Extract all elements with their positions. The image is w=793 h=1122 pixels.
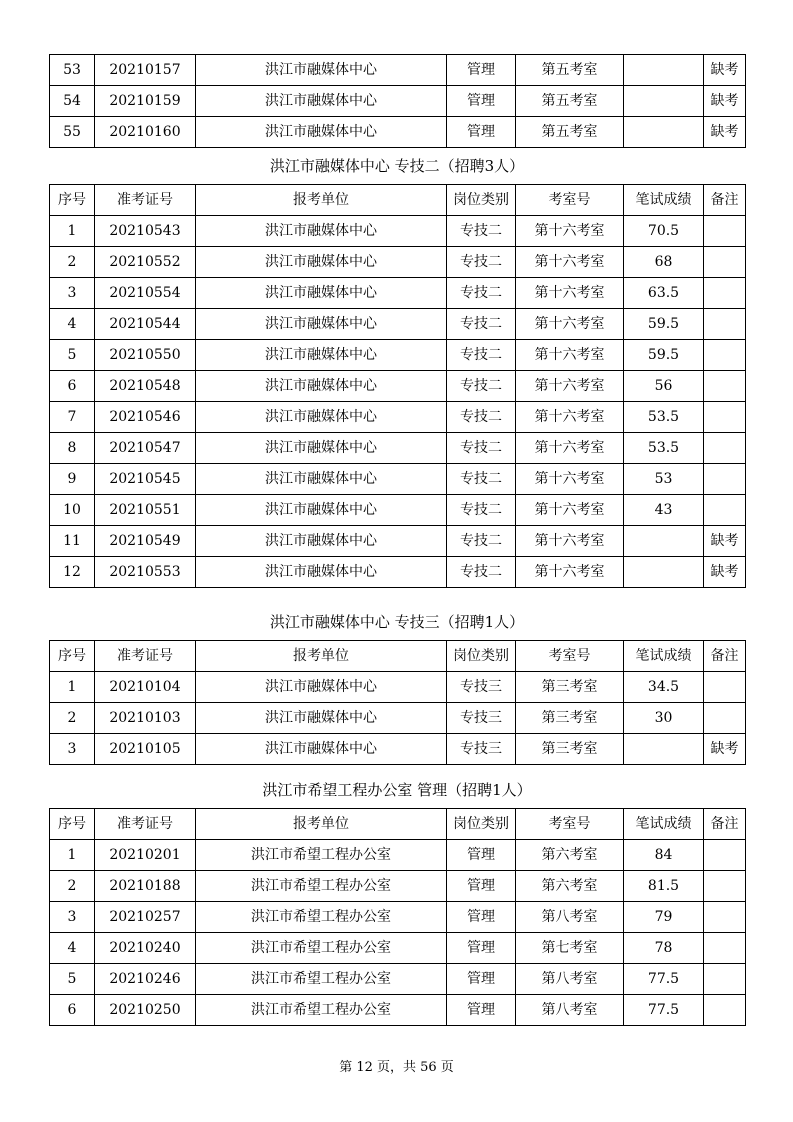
table-row [50, 371, 746, 402]
table-row [50, 526, 746, 557]
unit-cell: 洪江市融媒体中心 [196, 672, 447, 703]
table-row [50, 964, 746, 995]
header-remark: 备注 [704, 641, 746, 672]
exam-score-table [49, 808, 746, 1026]
room-cell: 第十六考室 [516, 278, 624, 309]
remark-cell: 缺考 [704, 86, 746, 117]
header-unit: 报考单位 [196, 809, 447, 840]
remark-cell [704, 340, 746, 371]
score-cell: 77.5 [624, 995, 704, 1026]
unit-cell: 洪江市融媒体中心 [196, 247, 447, 278]
ticket-number-cell: 20210104 [95, 672, 196, 703]
seq-cell: 11 [50, 526, 95, 557]
table-row [50, 495, 746, 526]
table-row [50, 117, 746, 148]
ticket-number-cell: 20210159 [95, 86, 196, 117]
table-row [50, 933, 746, 964]
ticket-number-cell: 20210554 [95, 278, 196, 309]
position-cell: 专技二 [447, 526, 516, 557]
unit-cell: 洪江市融媒体中心 [196, 216, 447, 247]
room-cell: 第十六考室 [516, 340, 624, 371]
table-row [50, 216, 746, 247]
seq-cell: 7 [50, 402, 95, 433]
remark-cell [704, 871, 746, 902]
room-cell: 第八考室 [516, 964, 624, 995]
ticket-number-cell: 20210547 [95, 433, 196, 464]
score-cell: 53.5 [624, 402, 704, 433]
remark-cell [704, 995, 746, 1026]
position-cell: 专技二 [447, 340, 516, 371]
remark-cell [704, 902, 746, 933]
table-row [50, 309, 746, 340]
position-cell: 专技二 [447, 464, 516, 495]
room-cell: 第十六考室 [516, 402, 624, 433]
ticket-number-cell: 20210543 [95, 216, 196, 247]
table-row [50, 247, 746, 278]
position-cell: 管理 [447, 871, 516, 902]
unit-cell: 洪江市希望工程办公室 [196, 933, 447, 964]
seq-cell: 8 [50, 433, 95, 464]
position-cell: 管理 [447, 964, 516, 995]
position-cell: 专技二 [447, 309, 516, 340]
score-cell: 68 [624, 247, 704, 278]
section-title: 洪江市希望工程办公室 管理（招聘1人） [262, 781, 532, 799]
table-header-row [50, 809, 746, 840]
score-cell: 56 [624, 371, 704, 402]
unit-cell: 洪江市融媒体中心 [196, 734, 447, 765]
section-title: 洪江市融媒体中心 专技三（招聘1人） [269, 613, 525, 631]
remark-cell [704, 371, 746, 402]
score-cell: 53 [624, 464, 704, 495]
header-remark: 备注 [704, 185, 746, 216]
room-cell: 第六考室 [516, 840, 624, 871]
header-position: 岗位类别 [447, 809, 516, 840]
table-row [50, 433, 746, 464]
ticket-number-cell: 20210553 [95, 557, 196, 588]
unit-cell: 洪江市融媒体中心 [196, 371, 447, 402]
score-cell: 43 [624, 495, 704, 526]
table-row [50, 902, 746, 933]
seq-cell: 3 [50, 902, 95, 933]
header-score: 笔试成绩 [624, 809, 704, 840]
position-cell: 专技三 [447, 672, 516, 703]
remark-cell [704, 840, 746, 871]
seq-cell: 2 [50, 247, 95, 278]
header-ticket-number: 准考证号 [95, 641, 196, 672]
ticket-number-cell: 20210545 [95, 464, 196, 495]
room-cell: 第八考室 [516, 902, 624, 933]
header-seq: 序号 [50, 185, 95, 216]
room-cell: 第八考室 [516, 995, 624, 1026]
remark-cell [704, 247, 746, 278]
seq-cell: 3 [50, 734, 95, 765]
position-cell: 管理 [447, 86, 516, 117]
room-cell: 第三考室 [516, 734, 624, 765]
remark-cell: 缺考 [704, 557, 746, 588]
room-cell: 第十六考室 [516, 309, 624, 340]
remark-cell [704, 278, 746, 309]
table-row [50, 340, 746, 371]
score-cell [624, 117, 704, 148]
remark-cell [704, 964, 746, 995]
score-cell: 81.5 [624, 871, 704, 902]
seq-cell: 2 [50, 871, 95, 902]
score-cell [624, 557, 704, 588]
score-cell: 78 [624, 933, 704, 964]
unit-cell: 洪江市融媒体中心 [196, 55, 447, 86]
remark-cell: 缺考 [704, 55, 746, 86]
ticket-number-cell: 20210544 [95, 309, 196, 340]
room-cell: 第三考室 [516, 672, 624, 703]
room-cell: 第七考室 [516, 933, 624, 964]
unit-cell: 洪江市融媒体中心 [196, 117, 447, 148]
room-cell: 第五考室 [516, 117, 624, 148]
ticket-number-cell: 20210105 [95, 734, 196, 765]
room-cell: 第十六考室 [516, 495, 624, 526]
header-position: 岗位类别 [447, 185, 516, 216]
seq-cell: 1 [50, 840, 95, 871]
position-cell: 管理 [447, 117, 516, 148]
remark-cell: 缺考 [704, 117, 746, 148]
remark-cell [704, 703, 746, 734]
header-seq: 序号 [50, 641, 95, 672]
seq-cell: 2 [50, 703, 95, 734]
seq-cell: 3 [50, 278, 95, 309]
unit-cell: 洪江市融媒体中心 [196, 464, 447, 495]
remark-cell [704, 495, 746, 526]
remark-cell: 缺考 [704, 526, 746, 557]
exam-score-table [49, 640, 746, 765]
ticket-number-cell: 20210548 [95, 371, 196, 402]
seq-cell: 9 [50, 464, 95, 495]
seq-cell: 5 [50, 964, 95, 995]
seq-cell: 6 [50, 995, 95, 1026]
room-cell: 第十六考室 [516, 557, 624, 588]
score-cell: 84 [624, 840, 704, 871]
position-cell: 专技二 [447, 278, 516, 309]
seq-cell: 54 [50, 86, 95, 117]
remark-cell [704, 402, 746, 433]
table-row [50, 464, 746, 495]
score-cell: 77.5 [624, 964, 704, 995]
header-seq: 序号 [50, 809, 95, 840]
unit-cell: 洪江市希望工程办公室 [196, 995, 447, 1026]
position-cell: 管理 [447, 55, 516, 86]
room-cell: 第六考室 [516, 871, 624, 902]
position-cell: 管理 [447, 840, 516, 871]
header-score: 笔试成绩 [624, 641, 704, 672]
position-cell: 专技二 [447, 216, 516, 247]
score-cell: 34.5 [624, 672, 704, 703]
unit-cell: 洪江市希望工程办公室 [196, 902, 447, 933]
position-cell: 专技二 [447, 371, 516, 402]
room-cell: 第五考室 [516, 86, 624, 117]
table-header-row [50, 185, 746, 216]
unit-cell: 洪江市希望工程办公室 [196, 964, 447, 995]
ticket-number-cell: 20210188 [95, 871, 196, 902]
ticket-number-cell: 20210160 [95, 117, 196, 148]
table-row [50, 557, 746, 588]
unit-cell: 洪江市融媒体中心 [196, 309, 447, 340]
score-cell: 30 [624, 703, 704, 734]
page-number-footer: 第 12 页，共 56 页 [339, 1060, 454, 1075]
unit-cell: 洪江市融媒体中心 [196, 495, 447, 526]
position-cell: 专技三 [447, 734, 516, 765]
remark-cell [704, 464, 746, 495]
table-row [50, 672, 746, 703]
table-row [50, 278, 746, 309]
ticket-number-cell: 20210240 [95, 933, 196, 964]
table-row [50, 871, 746, 902]
room-cell: 第三考室 [516, 703, 624, 734]
header-unit: 报考单位 [196, 185, 447, 216]
ticket-number-cell: 20210250 [95, 995, 196, 1026]
room-cell: 第十六考室 [516, 216, 624, 247]
remark-cell [704, 933, 746, 964]
header-unit: 报考单位 [196, 641, 447, 672]
score-cell: 79 [624, 902, 704, 933]
unit-cell: 洪江市融媒体中心 [196, 340, 447, 371]
room-cell: 第十六考室 [516, 464, 624, 495]
ticket-number-cell: 20210257 [95, 902, 196, 933]
ticket-number-cell: 20210201 [95, 840, 196, 871]
score-cell [624, 86, 704, 117]
ticket-number-cell: 20210551 [95, 495, 196, 526]
seq-cell: 4 [50, 933, 95, 964]
unit-cell: 洪江市希望工程办公室 [196, 871, 447, 902]
ticket-number-cell: 20210103 [95, 703, 196, 734]
header-room: 考室号 [516, 185, 624, 216]
unit-cell: 洪江市融媒体中心 [196, 86, 447, 117]
ticket-number-cell: 20210549 [95, 526, 196, 557]
score-cell: 63.5 [624, 278, 704, 309]
score-cell: 70.5 [624, 216, 704, 247]
table-row [50, 995, 746, 1026]
header-ticket-number: 准考证号 [95, 809, 196, 840]
position-cell: 专技二 [447, 247, 516, 278]
unit-cell: 洪江市融媒体中心 [196, 526, 447, 557]
seq-cell: 12 [50, 557, 95, 588]
seq-cell: 1 [50, 216, 95, 247]
position-cell: 专技二 [447, 495, 516, 526]
unit-cell: 洪江市融媒体中心 [196, 402, 447, 433]
room-cell: 第十六考室 [516, 247, 624, 278]
table-header-row [50, 641, 746, 672]
table-row [50, 402, 746, 433]
remark-cell [704, 309, 746, 340]
unit-cell: 洪江市希望工程办公室 [196, 840, 447, 871]
room-cell: 第十六考室 [516, 433, 624, 464]
remark-cell [704, 672, 746, 703]
ticket-number-cell: 20210546 [95, 402, 196, 433]
position-cell: 专技二 [447, 557, 516, 588]
table-row [50, 55, 746, 86]
table-row [50, 734, 746, 765]
seq-cell: 55 [50, 117, 95, 148]
score-cell [624, 734, 704, 765]
exam-score-table-continued [49, 54, 746, 148]
header-position: 岗位类别 [447, 641, 516, 672]
position-cell: 专技二 [447, 433, 516, 464]
header-room: 考室号 [516, 809, 624, 840]
position-cell: 专技三 [447, 703, 516, 734]
seq-cell: 53 [50, 55, 95, 86]
position-cell: 专技二 [447, 402, 516, 433]
score-cell [624, 55, 704, 86]
ticket-number-cell: 20210550 [95, 340, 196, 371]
seq-cell: 4 [50, 309, 95, 340]
table-row [50, 840, 746, 871]
table-row [50, 703, 746, 734]
room-cell: 第五考室 [516, 55, 624, 86]
seq-cell: 1 [50, 672, 95, 703]
position-cell: 管理 [447, 902, 516, 933]
header-ticket-number: 准考证号 [95, 185, 196, 216]
room-cell: 第十六考室 [516, 371, 624, 402]
remark-cell: 缺考 [704, 734, 746, 765]
unit-cell: 洪江市融媒体中心 [196, 703, 447, 734]
score-cell: 53.5 [624, 433, 704, 464]
section-title: 洪江市融媒体中心 专技二（招聘3人） [269, 157, 525, 175]
table-row [50, 86, 746, 117]
score-cell [624, 526, 704, 557]
header-remark: 备注 [704, 809, 746, 840]
ticket-number-cell: 20210552 [95, 247, 196, 278]
unit-cell: 洪江市融媒体中心 [196, 557, 447, 588]
exam-score-table [49, 184, 746, 588]
header-score: 笔试成绩 [624, 185, 704, 216]
seq-cell: 10 [50, 495, 95, 526]
ticket-number-cell: 20210157 [95, 55, 196, 86]
seq-cell: 6 [50, 371, 95, 402]
remark-cell [704, 433, 746, 464]
header-room: 考室号 [516, 641, 624, 672]
ticket-number-cell: 20210246 [95, 964, 196, 995]
position-cell: 管理 [447, 995, 516, 1026]
remark-cell [704, 216, 746, 247]
unit-cell: 洪江市融媒体中心 [196, 278, 447, 309]
seq-cell: 5 [50, 340, 95, 371]
score-cell: 59.5 [624, 309, 704, 340]
room-cell: 第十六考室 [516, 526, 624, 557]
position-cell: 管理 [447, 933, 516, 964]
unit-cell: 洪江市融媒体中心 [196, 433, 447, 464]
score-cell: 59.5 [624, 340, 704, 371]
